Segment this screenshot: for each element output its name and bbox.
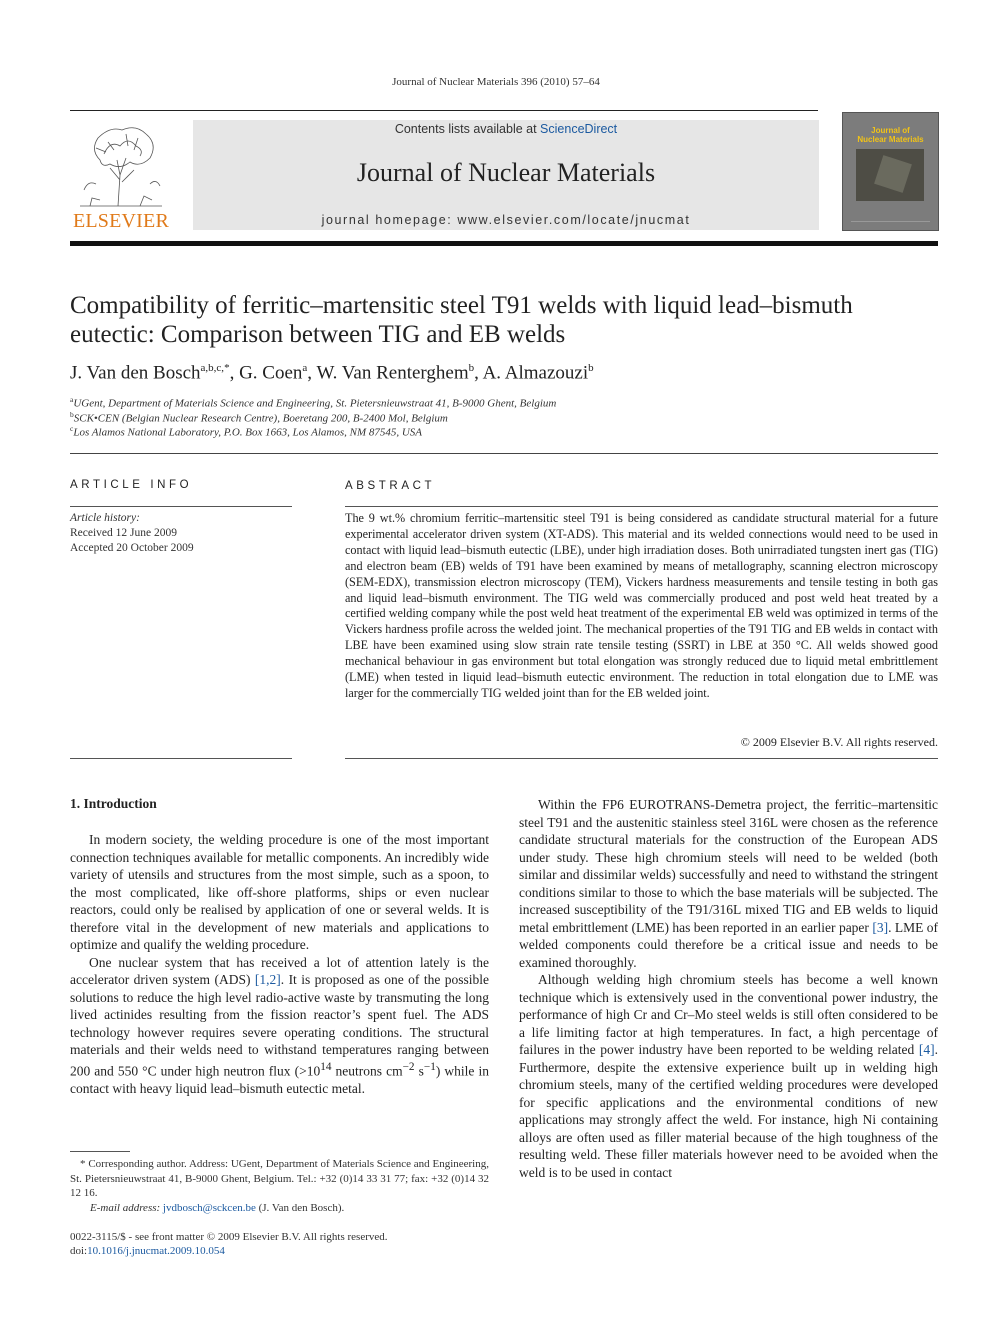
text-run: Although welding high chromium steels has become a well known technique which is extensively used in the conventional power industry, the performance of high Cr and Cr–Mo steel welds is still often considered to be a life limiting factor at high temperatures. In fact, a high percentage of failures in the power industry have been reported to be welding related (519, 972, 938, 1057)
abstract-rule (345, 506, 938, 507)
exponent: 14 (320, 1060, 332, 1073)
contents-line (193, 122, 819, 136)
affiliation (70, 424, 940, 439)
journal-cover-thumbnail (842, 112, 939, 231)
doi-link[interactable]: 10.1016/j.jnucmat.2009.10.054 (87, 1245, 225, 1257)
author-list: J. Van den Bosch$^{a,b,c,*}$, G. Coen$^a$, W. Van Renterghem$^b$, A. Almazouzi$^b$ (70, 362, 594, 384)
email-suffix: (J. Van den Bosch). (255, 1201, 345, 1214)
citation-link[interactable]: [3] (872, 919, 889, 935)
elsevier-logo (70, 120, 172, 232)
elsevier-tree-icon (70, 120, 172, 208)
doi-label: doi: (70, 1245, 88, 1257)
running-head: Journal of Nuclear Materials 396 (2010) 57–64 (392, 76, 600, 88)
email-link[interactable]: jvdbosch@sckcen.be (162, 1201, 256, 1214)
abstract-heading: ABSTRACT (345, 480, 436, 492)
bottom-meta (70, 1230, 570, 1258)
affiliation-text: Los Alamos National Laboratory, P.O. Box 1663, Los Alamos, NM 87545, USA (73, 426, 423, 439)
affiliation-mark: b (70, 410, 74, 419)
header-rule (70, 110, 818, 111)
abstract-bottom-rule (345, 758, 938, 759)
text-run: ) while in contact with heavy liquid lead–bismuth eutectic metal. (70, 1063, 489, 1096)
accepted-date: Accepted 20 October 2009 (70, 542, 194, 554)
text-run: Within the FP6 EUROTRANS-Demetra project, the ferritic–martensitic steel T91 and the austenitic stainless steel 316L were chosen as the reference candidate structural materials for the construction of the European ADS under study. These high chromium steels will need to be welded (both similar and dissimilar welds) successfully and need to withstand the stringent conditions similar to those to which the base materials will be subjected. The increased susceptibility of the T91/316L mixed TIG and EB welds to liquid metal embrittlement (LME) has been reported in an earlier paper (519, 797, 938, 935)
text-run: . Furthermore, despite the extensive experience built up in welding high chromium steels, many of the certified welding procedures were developed for specific applications and the environmental conditions of new applications may strongly affect the weld. For instance, high Ni containing alloys are often used as filler material because of the high toughness of the resulting weld. These filler materials however need to be avoided when the weld is to be used in contact (519, 1042, 938, 1180)
article-info-heading: ARTICLE INFO (70, 479, 193, 491)
citation-link[interactable]: [4] (918, 1042, 935, 1057)
author-affil-marks: b (468, 362, 475, 374)
affiliation-mark: a (70, 395, 74, 404)
text-run: s (414, 1063, 424, 1078)
affiliation-text: SCK•CEN (Belgian Nuclear Research Centre), Boeretang 200, B-2400 Mol, Belgium (73, 412, 448, 425)
right-column (519, 796, 938, 1181)
author-name[interactable]: W. Van Renterghem (316, 362, 469, 384)
masthead-thick-rule (70, 241, 938, 246)
paragraph (70, 954, 489, 1098)
exponent: −2 (402, 1060, 415, 1073)
footnote-star: * (80, 1158, 86, 1170)
affiliation-mark: c (70, 424, 74, 433)
cover-divider (851, 221, 930, 222)
affiliation (70, 410, 940, 425)
paper-title: Compatibility of ferritic–martensitic steel T91 welds with liquid lead–bismuth eutectic: Comparison between TIG and EB welds (70, 292, 853, 348)
cover-image (856, 149, 924, 201)
left-column (70, 831, 489, 1097)
author-name[interactable]: A. Almazouzi (482, 362, 589, 384)
issn-line: 0022-3115/$ - see front matter © 2009 Elsevier B.V. All rights reserved. (70, 1231, 388, 1243)
article-info-bottom-rule (70, 758, 292, 759)
cover-title (843, 126, 938, 144)
exponent: −1 (423, 1060, 436, 1073)
article-history (70, 511, 292, 556)
journal-masthead (193, 120, 819, 230)
corresponding-author-star[interactable]: * (224, 362, 230, 374)
corresponding-author-note (70, 1157, 489, 1201)
sciencedirect-link[interactable]: ScienceDirect (540, 122, 618, 136)
journal-homepage[interactable]: journal homepage: www.elsevier.com/locate/jnucmat (321, 213, 691, 227)
footnote-text: Corresponding author. Address: UGent, Department of Materials Science and Engineering, St. Pietersnieuwstraat 41, B-9000 Ghent, Belgium. Tel.: +32 (0)14 33 31 77; fax: +32 (0)14 32 12 16. (70, 1158, 489, 1199)
cover-title-line2: Nuclear Materials (857, 135, 924, 144)
affiliation (70, 395, 940, 410)
paragraph (519, 971, 938, 1181)
author-name[interactable]: J. Van den Bosch (70, 362, 201, 384)
author-affil-marks: a (302, 362, 308, 374)
affiliation-text: UGent, Department of Materials Science and Engineering, St. Pietersnieuwstraat 41, B-9000 Ghent, Belgium (73, 397, 557, 410)
footnote-rule (70, 1151, 130, 1152)
cover-title-line1: Journal of (871, 126, 910, 135)
text-run: neutrons cm (331, 1063, 403, 1078)
paragraph (519, 796, 938, 971)
citation-link[interactable]: [1,2] (254, 972, 281, 987)
author-affil-marks: b (588, 362, 594, 374)
text-run: One nuclear system that has received a lot of attention lately is the accelerator driven system (ADS) (70, 954, 489, 987)
contents-prefix: Contents lists available at (394, 122, 541, 136)
footnote (70, 1157, 489, 1215)
elsevier-logo-text: ELSEVIER (72, 210, 170, 232)
section-heading: 1. Introduction (70, 796, 157, 811)
email-line (70, 1201, 489, 1216)
doi-line (70, 1244, 570, 1258)
text-run: . It is proposed as one of the possible solutions to reduce the high level radio-active waste by transmuting the long lived actinides resulting from the fission reactor’s spent fuel. The ADS technology however requires severe operating conditions. The structural materials and their welds need to withstand temperatures ranging between 200 and 550 °C under high neutron flux (>10 (70, 972, 490, 1078)
email-label: E-mail address: (90, 1201, 163, 1214)
author-name[interactable]: G. Coen (239, 362, 303, 384)
abstract-text: The 9 wt.% chromium ferritic–martensitic steel T91 is being considered as candidate structural material for a future experimental accelerator driven system (XT-ADS). This material and its welded connections would need to be used in contact with liquid lead–bismuth eutectic (LBE), under high irradiation doses. Both unirradiated tungsten inert gas (TIG) and electron beam (EB) welds of T91 have been examined by means of metallography, scanning electron microscopy (SEM-EDX), transmission electron microscopy (TEM), Vickers hardness measurements and tensile testing in both gas and liquid lead–bismuth environment. The TIG weld was commercially produced and post weld heat treated by a certified welding company while the post weld heat treatment of the experimental EB weld was optimized in terms of the Vickers hardness profile across the welded joint. The mechanical properties of the T91 TIG and EB welds in contact with LBE have been examined using slow strain rate tensile testing (SSRT) in LBE at 350 °C. All welds showed good mechanical behaviour in gas environment but total elongation was strongly reduced due to liquid metal embrittlement (LME) when tested in liquid lead–bismuth eutectic environment. The reduction in total elongation due to LME was larger for the commercially TIG welded joint than for the EB welded joint. (345, 511, 938, 700)
article-info-rule (70, 506, 292, 507)
received-date: Received 12 June 2009 (70, 527, 177, 539)
affiliation-rule (70, 453, 938, 454)
abstract-copyright: © 2009 Elsevier B.V. All rights reserved. (740, 735, 938, 749)
paragraph: In modern society, the welding procedure is one of the most important connection techniques available for metallic components. An incredibly wide variety of utensils and structures from the most simple, such as a spoon, to the most complicated, like off-shore platforms, ships or even nuclear reactors, could only be realised by application of one or several welds. It is therefore vital in the development of new materials and applications to optimize and qualify the welding procedure. (70, 832, 489, 952)
history-label: Article history: (70, 512, 140, 524)
author-affil-marks: a,b,c, (200, 362, 225, 374)
text-run: . LME of welded components could therefore be a critical issue and needs to be examined thoroughly. (519, 919, 938, 970)
journal-title: Journal of Nuclear Materials (356, 158, 656, 187)
